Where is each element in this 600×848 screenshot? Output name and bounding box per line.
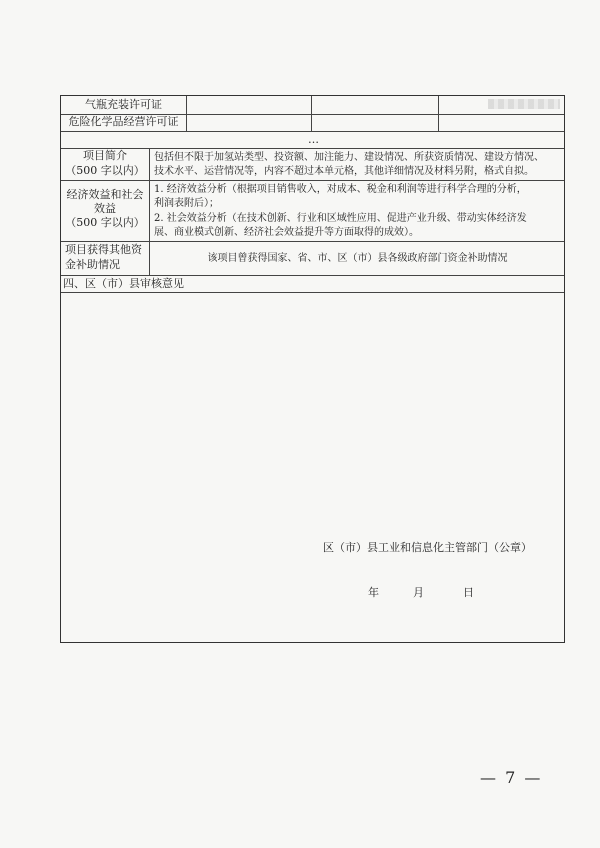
economic-benefit-text: 利润表附后）；	[154, 198, 219, 209]
project-intro-label: 项目简介	[83, 149, 127, 162]
row-divider	[61, 292, 564, 293]
other-funding-label: 项目获得其他资	[65, 243, 142, 256]
social-benefit-text: 展、商业模式创新、经济社会效益提升等方面取得的成效）。	[154, 227, 419, 238]
other-funding-label: 金补助情况	[65, 258, 120, 271]
col-divider	[438, 96, 439, 131]
date-day: 日	[463, 586, 474, 599]
row-divider	[61, 180, 564, 181]
project-intro-text: 包括但不限于加氢站类型、投资额、加注能力、建设情况、所获资质情况、建设方情况、	[154, 152, 544, 163]
date-month: 月	[413, 586, 424, 599]
project-intro-limit: （500 字以内）	[65, 164, 145, 177]
continuation-ellipsis: …	[308, 133, 319, 146]
social-benefit-text: 2. 社会效益分析（在技术创新、行业和区域性应用、促进产业升级、带动实体经济发	[154, 213, 527, 224]
authority-seal-label: 区（市）县工业和信息化主管部门（公章）	[323, 541, 532, 554]
benefits-label: 经济效益和社会	[66, 188, 144, 201]
application-form-table	[60, 95, 565, 643]
benefits-label: 效益	[94, 202, 116, 215]
row-divider	[61, 131, 564, 132]
hazardous-chem-permit-label: 危险化学品经营许可证	[68, 115, 179, 128]
economic-benefit-text: 1. 经济效益分析（根据项目销售收入，对成本、税金和利润等进行科学合理的分析，	[154, 184, 527, 195]
row-divider	[61, 275, 564, 276]
benefits-limit: （500 字以内）	[65, 216, 145, 229]
other-funding-text: 该项目曾获得国家、省、市、区（市）县各级政府部门资金补助情况	[207, 253, 508, 264]
col-divider	[311, 96, 312, 131]
review-heading: 四、区（市）县审核意见	[63, 277, 184, 290]
gas-cylinder-permit-label: 气瓶充装许可证	[85, 98, 162, 111]
date-year: 年	[368, 586, 379, 599]
col-divider	[186, 96, 187, 131]
page-number: — 7 —	[480, 768, 543, 787]
project-intro-text: 技术水平、运营情况等，内容不超过本单元格，其他详细情况及材料另附，格式自拟。	[154, 166, 534, 177]
row-divider	[61, 241, 564, 242]
